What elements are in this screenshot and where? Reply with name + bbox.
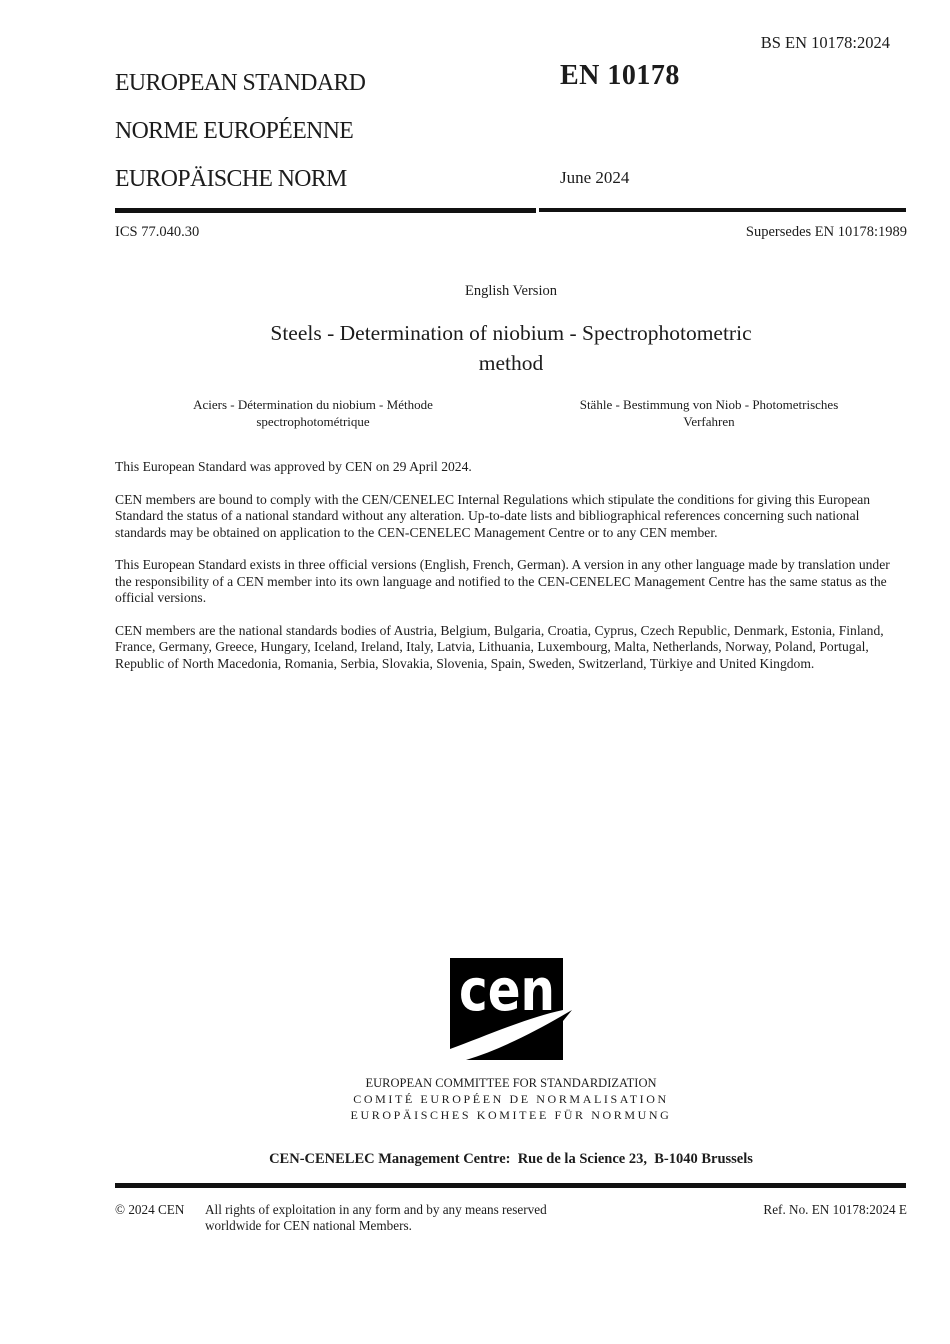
title-french-line-1: Aciers - Détermination du niobium - Méthode <box>193 397 433 412</box>
standard-title-en: EUROPEAN STANDARD <box>115 69 366 96</box>
rights-statement <box>205 1202 625 1234</box>
document-title <box>115 318 907 378</box>
ics-code: ICS 77.040.30 <box>115 224 200 240</box>
paragraph-regulations: CEN members are bound to comply with the CEN/CENELEC Internal Regulations which stipulate the conditions for giving this European Standard the status of a national standard without any alteration. Up-to-date lists and bibliographical references concerning such national standards may be obtained on application to the CEN-CENELEC Management Centre or to any CEN member. <box>115 491 871 540</box>
cen-logo-block <box>115 958 907 1123</box>
language-label: English Version <box>465 283 557 299</box>
committee-line-de: EUROPÄISCHES KOMITEE FÜR NORMUNG <box>350 1108 672 1122</box>
paragraph-members: CEN members are the national standards bodies of Austria, Belgium, Bulgaria, Croatia, Cyprus, Czech Republic, Denmark, Estonia, Finland, France, Germany, Greece, Hungary, Iceland, Ireland, Italy, Latvia, Lithuania, Luxembourg, Malta, Netherlands, Norway, Poland, Portugal, Republic of North Macedonia, Romania, Serbia, Slovakia, Slovenia, Spain, Sweden, Switzerland, Türkiye and United Kingdom. <box>115 622 884 671</box>
standard-title-block <box>115 66 373 210</box>
title-german-line-1: Stähle - Bestimmung von Niob - Photometrisches <box>579 397 839 412</box>
header-rule-right <box>539 208 906 212</box>
supersedes-note: Supersedes EN 10178:1989 <box>745 224 907 240</box>
header-rule-left <box>115 208 536 213</box>
paragraph-approval: This European Standard was approved by CEN on 29 April 2024. <box>115 459 472 474</box>
cen-logo <box>450 958 572 1060</box>
title-french-line-2: spectrophotométrique <box>256 414 370 429</box>
standard-title-fr: NORME EUROPÉENNE <box>115 117 354 144</box>
document-title-line-2: method <box>478 351 544 375</box>
publication-date: June 2024 <box>560 168 630 187</box>
rights-statement-line-2: worldwide for CEN national Members. <box>205 1217 412 1233</box>
standard-title-de: EUROPÄISCHE NORM <box>115 165 347 192</box>
copyright-notice: © 2024 CEN <box>115 1202 185 1217</box>
committee-line-en: EUROPEAN COMMITTEE FOR STANDARDIZATION <box>365 1076 657 1090</box>
body-text <box>115 459 909 688</box>
footer-rule <box>115 1183 906 1188</box>
management-centre-address: CEN-CENELEC Management Centre: Rue de la Science 23, B-1040 Brussels <box>269 1151 753 1167</box>
committee-line-fr: COMITÉ EUROPÉEN DE NORMALISATION <box>353 1092 669 1106</box>
cen-logo-text: cen <box>459 958 555 1024</box>
title-german-line-2: Verfahren <box>683 414 735 429</box>
standard-number: EN 10178 <box>560 60 680 91</box>
committee-names <box>115 1075 907 1123</box>
title-french <box>115 396 511 430</box>
paragraph-versions: This European Standard exists in three official versions (English, French, German). A version in any other language made by translation under the responsibility of a CEN member into its own language and notified to the CEN-CENELEC Management Centre has the same status as the official versions. <box>115 557 890 605</box>
translated-titles <box>115 396 907 430</box>
reference-number: Ref. No. EN 10178:2024 E <box>763 1202 907 1217</box>
document-title-line-1: Steels - Determination of niobium - Spectrophotometric <box>270 321 752 345</box>
rights-statement-line-1: All rights of exploitation in any form and by any means reserved <box>205 1202 547 1217</box>
bsi-reference: BS EN 10178:2024 <box>760 33 890 52</box>
title-german <box>511 396 907 430</box>
ics-row <box>115 224 907 241</box>
